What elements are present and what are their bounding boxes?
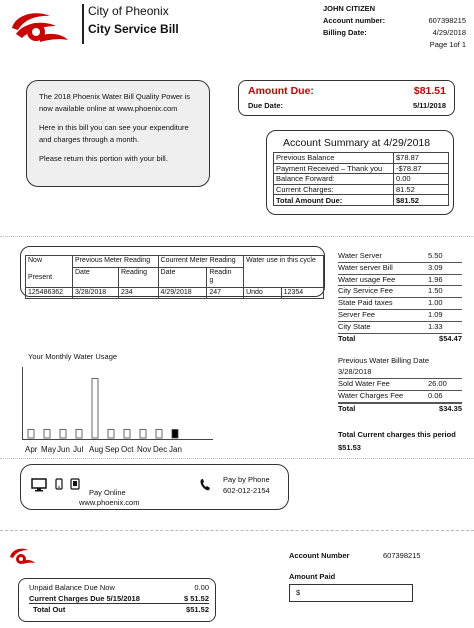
usage-bar-may [44, 430, 50, 439]
summary-label: Balance Forward: [274, 174, 394, 185]
page-number: Page 1of 1 [429, 40, 466, 49]
table-row [274, 195, 449, 206]
billing-date-value: 4/29/2018 [432, 28, 466, 37]
monitor-icon [31, 478, 47, 492]
charges-total: Total $54.47 [338, 333, 462, 343]
table-cell: Undo [244, 287, 282, 299]
usage-bar-jan [172, 430, 178, 439]
summary-value: 0.00 [394, 174, 449, 185]
charge-row: Server Fee 1.09 [338, 310, 462, 322]
table-cell: 247 [207, 287, 244, 299]
pay-online-url[interactable]: www.phoenix.com [79, 498, 140, 507]
usage-chart [22, 327, 224, 454]
charge-row: Sold Water Fee 26.00 [338, 379, 462, 391]
usage-bar-dec [156, 430, 162, 439]
month-label: Jun [57, 445, 70, 454]
previous-billing-title: Previous Water Billing Date [338, 356, 430, 366]
account-summary [266, 130, 454, 215]
due-date-value: 5/11/2018 [413, 101, 446, 110]
mobile-icon [55, 478, 63, 490]
table-row [274, 163, 449, 174]
summary-value: 81.52 [394, 184, 449, 195]
month-label: Dec [153, 445, 168, 454]
pay-phone-label: Pay by Phone [223, 475, 270, 484]
charges-list [338, 251, 462, 454]
table-cell: 12354 [281, 287, 323, 299]
charge-row: City State 1.33 [338, 321, 443, 331]
month-label: Jan [169, 445, 182, 454]
table-row [274, 184, 449, 195]
month-label: May [41, 445, 57, 454]
month-label: Aug [89, 445, 104, 454]
billing-date-label: Billing Date: [323, 28, 367, 37]
chart-title: Your Monthly Water Usage [28, 352, 118, 361]
month-label: Nov [137, 445, 152, 454]
notice-box [26, 80, 210, 187]
amount-paid-box [289, 572, 427, 610]
summary-value: -$78.87 [394, 163, 449, 174]
month-label: Oct [121, 445, 134, 454]
chart-bars [23, 367, 213, 439]
water-use-header: Water use in this cycle [244, 256, 324, 288]
usage-bar-jun [60, 430, 66, 439]
account-summary-title: Account Summary at 4/29/2018 [283, 137, 431, 149]
section-divider [0, 458, 474, 459]
tear-line [0, 530, 474, 531]
usage-bar-oct [124, 430, 130, 439]
charge-row: State Paid taxes 1.00 [338, 298, 462, 310]
table-row [274, 174, 449, 185]
notice-paragraph: Here in this bill you can see your expenditure and charges through a month. [39, 123, 189, 144]
amount-paid-label: Amount Paid [289, 572, 336, 581]
month-label: Jul [73, 445, 84, 454]
account-number-value: 607398215 [428, 16, 466, 25]
table-cell: 4/29/2018 [158, 287, 207, 299]
phone-icon [199, 478, 211, 492]
reading-header: Readin g [207, 267, 244, 287]
pay-online-label: Pay Online [89, 488, 126, 497]
date-header: Date [73, 267, 119, 287]
amount-due-label: Amount Due: [248, 85, 314, 97]
tablet-icon [70, 478, 80, 490]
previous-reading-header: Previous Meter Reading [73, 256, 159, 268]
slip-account-label: Account Number [289, 551, 350, 560]
usage-bar-nov [140, 430, 146, 439]
table-row [26, 287, 324, 299]
city-logo-small [8, 545, 36, 567]
current-reading-header: Courrent Meter Reading [158, 256, 244, 268]
customer-name: JOHN CITIZEN [323, 4, 376, 13]
due-date-label: Due Date: [248, 101, 284, 110]
reading-header: Reading [119, 267, 159, 287]
month-label: Sep [105, 445, 120, 454]
account-number-label: Account number: [323, 16, 386, 25]
pay-phone-number[interactable]: 602-012-2154 [223, 486, 270, 495]
table-row [274, 153, 449, 164]
account-summary-table [273, 152, 449, 206]
chart-frame [22, 367, 213, 440]
meter-reading-table [25, 255, 324, 299]
table-cell: 125486362 [26, 287, 73, 299]
month-label: Apr [25, 445, 38, 454]
usage-bar-sep [108, 430, 114, 439]
table-cell: 234 [119, 287, 159, 299]
summary-value: $81.52 [394, 195, 449, 206]
city-name: City of Pheonix [88, 4, 169, 18]
charge-row: Water server Bill 3.09 [338, 263, 462, 275]
amount-paid-input[interactable]: $ [289, 584, 413, 602]
bill-type: City Service Bill [88, 22, 179, 36]
payment-options [20, 464, 289, 510]
previous-total: Total $34.35 [338, 403, 462, 413]
slip-account-value: 607398215 [383, 551, 421, 560]
city-logo [6, 6, 74, 46]
charge-row: City Service Fee 1.50 [338, 286, 462, 298]
usage-bar-apr [28, 430, 34, 439]
charge-row: Water Server 5.50 [338, 251, 462, 263]
current-charges-value: $51.53 [338, 443, 361, 453]
summary-value: $78.87 [394, 153, 449, 164]
meter-number-header: Now Present [26, 256, 73, 288]
date-header: Date [158, 267, 207, 287]
usage-bar-aug [92, 379, 98, 439]
current-charges-label: Total Current charges this period [338, 430, 456, 440]
unpaid-row: Unpaid Balance Due Now 0.00 [29, 583, 209, 592]
amount-due-box [238, 80, 455, 116]
previous-billing-date: 3/28/2018 [338, 367, 462, 379]
usage-bar-jul [76, 430, 82, 439]
notice-paragraph: Please return this portion with your bill. [39, 154, 168, 163]
summary-label: Current Charges: [274, 184, 394, 195]
bill-header [323, 3, 466, 51]
summary-label: Total Amount Due: [274, 195, 394, 206]
meter-reading-box [20, 246, 325, 297]
current-due-row: Current Charges Due 5/15/2018 $ 51.52 [29, 594, 209, 603]
charge-row: Water Charges Fee 0.06 [338, 391, 462, 403]
table-cell: 3/28/2018 [73, 287, 119, 299]
total-out-row: Total Out $51.52 [33, 605, 209, 614]
amount-due-value: $81.51 [413, 85, 446, 97]
section-divider [0, 236, 474, 237]
summary-label: Previous Balance [274, 153, 394, 164]
return-slip [18, 578, 216, 622]
notice-paragraph: The 2018 Phoenix Water Bill Quality Power is now available online at www.phoenix.com [39, 92, 191, 113]
summary-label: Payment Received – Thank you [274, 163, 394, 174]
logo-divider [82, 4, 84, 44]
charge-row: Water usage Fee 1.96 [338, 275, 462, 287]
